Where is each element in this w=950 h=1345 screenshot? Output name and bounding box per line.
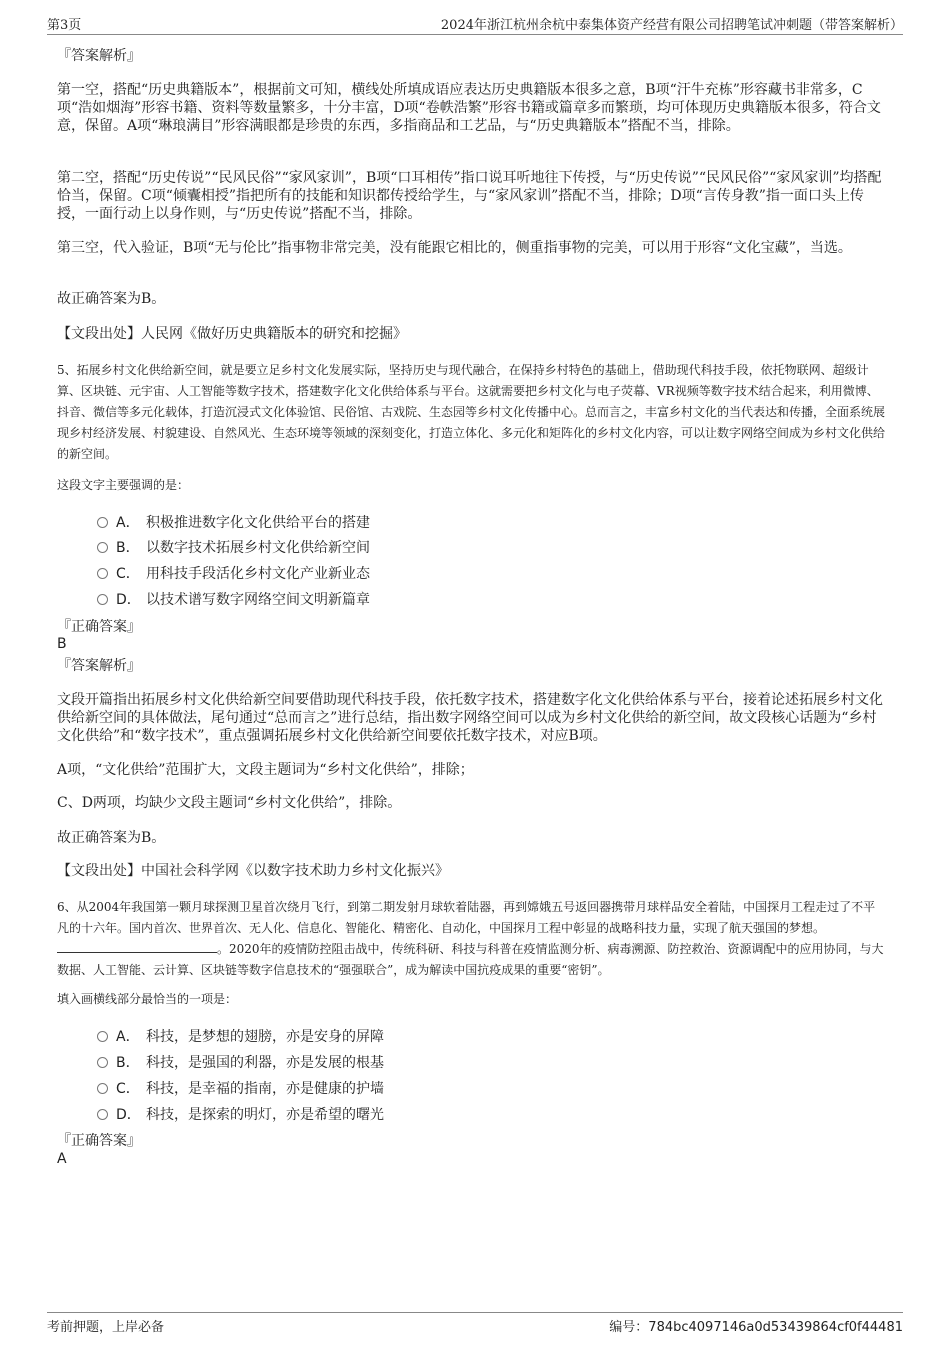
radio-icon[interactable] xyxy=(97,517,108,528)
radio-icon[interactable] xyxy=(97,1031,108,1042)
page-number: 第3页 xyxy=(47,18,82,33)
q4-conclusion: 故正确答案为B。 xyxy=(57,291,166,307)
page-header xyxy=(47,14,903,35)
q6-stem: 6、从2004年我国第一颗月球探测卫星首次绕月飞行，到第二期发射月球软着陆器，再到嫦娥五号返回器携带月球样品安全着陆，中国探月工程走过了不平凡的十六年。国内首次、世界首次、无人化、信息化、智能化、精密化、自动化，中国探月工程中彰显的战略科技力量，实现了航天强国的梦想。。2020年的疫情防控阻击战中，传统科研、科技与科普在疫情监测分析、病毒溯源、防控救治、资源调配中的应用协同，与大数据、人工智能、云计算、区块链等数字信息技术的“强强联合”，成为解读中国抗疫成果的重要“密钥”。 xyxy=(57,900,884,977)
q6-option-b[interactable]: B． 科技，是强国的利器，亦是发展的根基 xyxy=(97,1052,384,1072)
fill-blank xyxy=(57,940,217,953)
q5-source: 【文段出处】中国社会科学网《以数字技术助力乡村文化振兴》 xyxy=(57,863,449,879)
radio-icon[interactable] xyxy=(97,1109,108,1120)
q5-option-d[interactable]: D． 以技术谱写数字网络空间文明新篇章 xyxy=(97,589,370,609)
q5-option-b[interactable]: B． 以数字技术拓展乡村文化供给新空间 xyxy=(97,537,370,557)
q5-answer-heading: 『正确答案』 xyxy=(57,619,141,635)
q6-option-d[interactable]: D． 科技，是探索的明灯，亦是希望的曙光 xyxy=(97,1104,384,1124)
q5-analysis-para3: C、D两项，均缺少文段主题词“乡村文化供给”，排除。 xyxy=(57,795,402,811)
document-code: 编号：784bc4097146a0d53439864cf0f44481 xyxy=(609,1320,903,1335)
q4-analysis-heading: 『答案解析』 xyxy=(57,48,141,64)
q6-answer: A xyxy=(57,1151,67,1167)
q5-option-c[interactable]: C． 用科技手段活化乡村文化产业新业态 xyxy=(97,563,370,583)
q4-source: 【文段出处】人民网《做好历史典籍版本的研究和挖掘》 xyxy=(57,326,407,342)
q6-answer-heading: 『正确答案』 xyxy=(57,1133,141,1149)
footer-slogan: 考前押题，上岸必备 xyxy=(47,1320,165,1335)
radio-icon[interactable] xyxy=(97,568,108,579)
radio-icon[interactable] xyxy=(97,594,108,605)
q6-option-c[interactable]: C． 科技，是幸福的指南，亦是健康的护墙 xyxy=(97,1078,384,1098)
q5-analysis-heading: 『答案解析』 xyxy=(57,658,141,674)
q4-analysis-para2: 第二空，搭配“历史传说”“民风民俗”“家风家训”，B项“口耳相传”指口说耳听地往下传授，与“历史传说”“民风民俗”“家风家训”均搭配恰当，保留。C项“倾囊相授”指把所有的技能和知识都传授给学生，与“家风家训”搭配不当，排除；D项“言传身教”指一面口头上传授，一面行动上以身作则，与“历史传说”搭配不当，排除。 xyxy=(57,170,882,222)
q4-analysis-para1: 第一空，搭配“历史典籍版本”，根据前文可知，横线处所填成语应表达历史典籍版本很多之意，B项“汗牛充栋”形容藏书非常多，C项“浩如烟海”形容书籍、资料等数量繁多，十分丰富，D项“卷帙浩繁”形容书籍或篇章多而繁琐，均可体现历史典籍版本很多，符合文意，保留。A项“琳琅满目”形容满眼都是珍贵的东西，多指商品和工艺品，与“历史典籍版本”搭配不当，排除。 xyxy=(57,82,881,134)
q4-analysis-para3: 第三空，代入验证，B项“无与伦比”指事物非常完美，没有能跟它相比的，侧重指事物的完美，可以用于形容“文化宝藏”，当选。 xyxy=(57,240,852,256)
q5-analysis-para1: 文段开篇指出拓展乡村文化供给新空间要借助现代科技手段，依托数字技术，搭建数字化文化供给体系与平台，接着论述拓展乡村文化供给新空间的具体做法，尾句通过“总而言之”进行总结，指出数字网络空间可以成为乡村文化供给的新空间，故文段核心话题为“乡村文化供给”和“数字技术”，重点强调拓展乡村文化供给新空间要依托数字技术，对应B项。 xyxy=(57,692,883,744)
q6-option-a[interactable]: A． 科技，是梦想的翅膀，亦是安身的屏障 xyxy=(97,1026,384,1046)
radio-icon[interactable] xyxy=(97,1057,108,1068)
q6-prompt: 填入画横线部分最恰当的一项是： xyxy=(57,992,238,1006)
q5-answer: B xyxy=(57,636,67,652)
q5-prompt: 这段文字主要强调的是： xyxy=(57,478,190,492)
document-title: 2024年浙江杭州余杭中泰集体资产经营有限公司招聘笔试冲刺题（带答案解析） xyxy=(440,18,903,33)
radio-icon[interactable] xyxy=(97,1083,108,1094)
q5-option-a[interactable]: A． 积极推进数字化文化供给平台的搭建 xyxy=(97,512,370,532)
radio-icon[interactable] xyxy=(97,542,108,553)
page-footer xyxy=(47,1312,903,1338)
q5-stem: 5、拓展乡村文化供给新空间，就是要立足乡村文化发展实际，坚持历史与现代融合，在保持乡村特色的基础上，借助现代科技手段，依托物联网、超级计算、区块链、元宇宙、人工智能等数字技术，搭建数字化文化供给体系与平台。这就需要把乡村文化与电子荧幕、VR视频等数字技术结合起来，利用微博、抖音、微信等多元化载体，打造沉浸式文化体验馆、民俗馆、古戏院、生态园等乡村文化传播中心。总而言之，丰富乡村文化的当代表达和传播，全面系统展现乡村经济发展、村貌建设、自然风光、生态环境等领域的深刻变化，打造立体化、多元化和矩阵化的乡村文化内容，可以让数字网络空间成为乡村文化供给的新空间。 xyxy=(57,363,886,461)
q5-analysis-para2: A项，“文化供给”范围扩大，文段主题词为“乡村文化供给”，排除； xyxy=(57,762,474,778)
q5-conclusion: 故正确答案为B。 xyxy=(57,830,166,846)
